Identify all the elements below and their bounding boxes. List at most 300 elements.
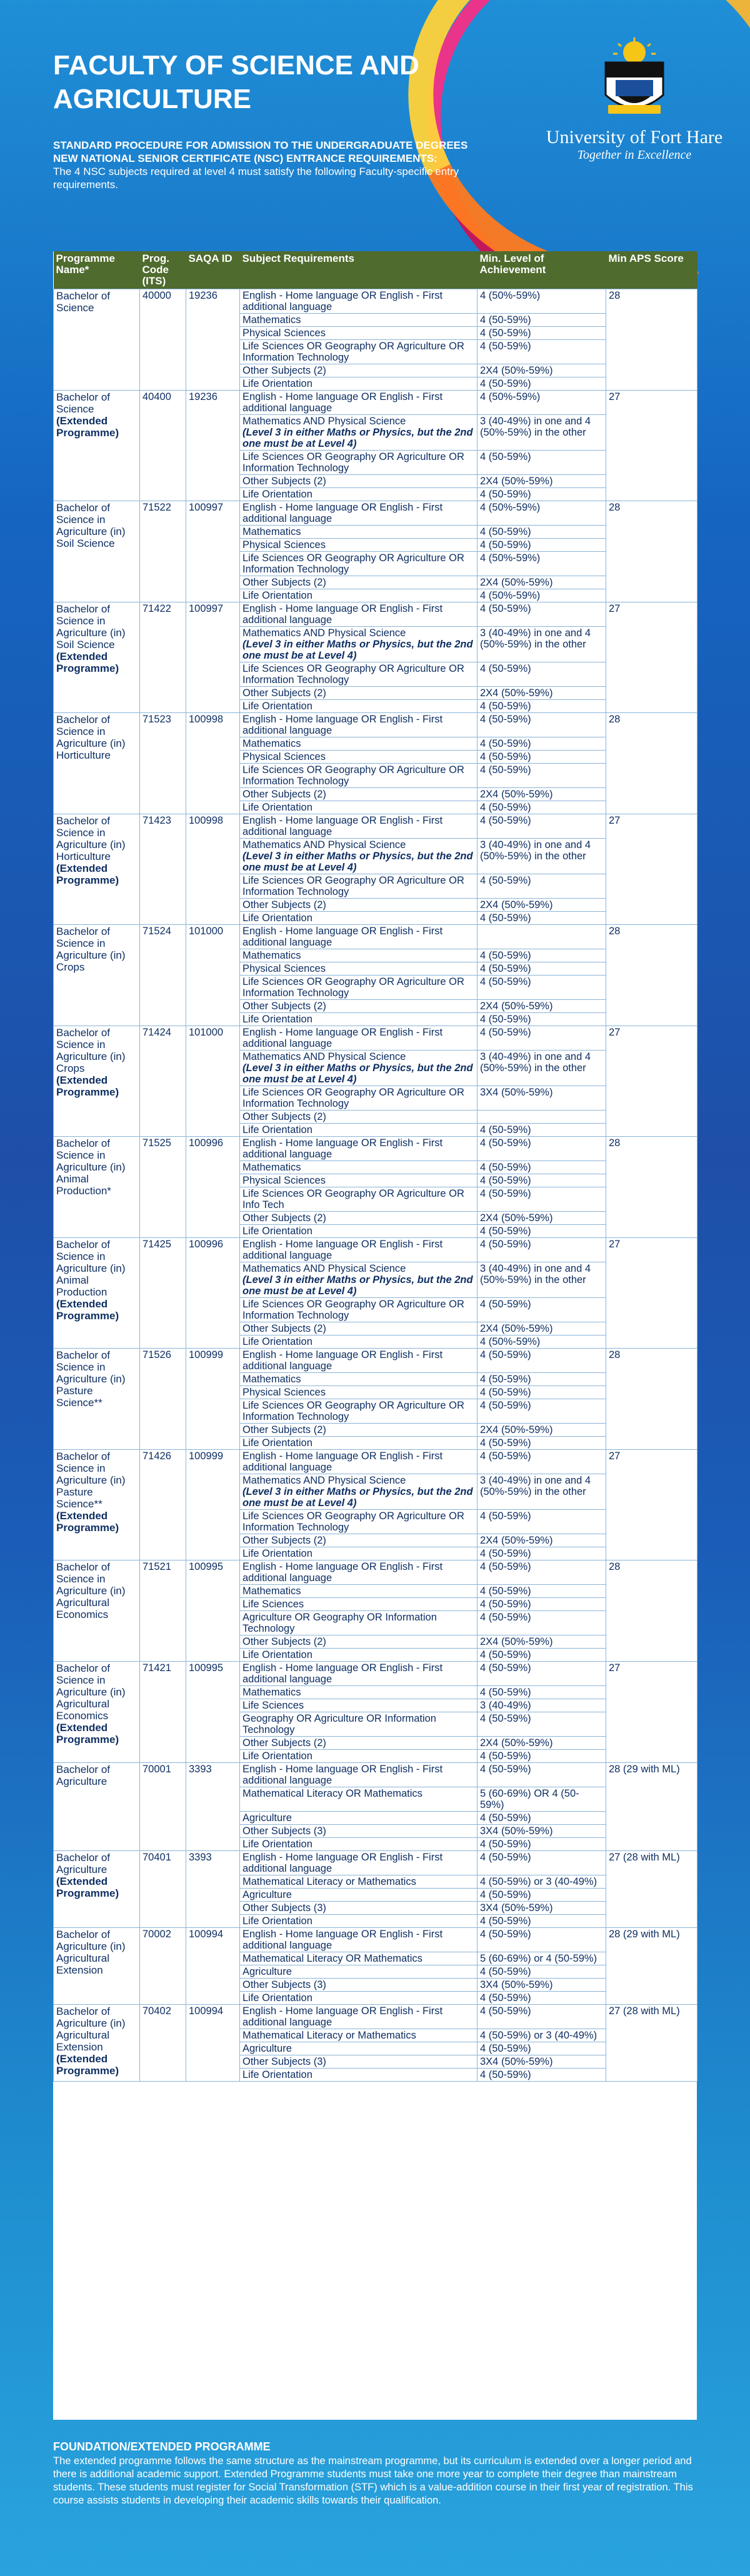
subject-requirement <box>240 1787 478 1812</box>
programme-name-cell <box>54 501 140 602</box>
min-level: 4 (50-59%) <box>478 814 606 839</box>
min-level: 4 (50-59%) <box>478 976 606 1000</box>
min-level: 4 (50-59%) <box>478 1349 606 1373</box>
min-level: 4 (50-59%) <box>478 1124 606 1137</box>
col-header-code: Prog. Code (ITS) <box>140 251 186 289</box>
min-level: 4 (50-59%) <box>478 2069 606 2082</box>
min-level: 4 (50-59%) <box>478 602 606 627</box>
subject-requirement <box>240 1737 478 1750</box>
table-row <box>54 1026 698 1051</box>
intro-body: The 4 NSC subjects required at level 4 must satisfy the following Faculty-specific entry requirements. <box>53 166 459 191</box>
subject-text: Life Orientation <box>242 1014 312 1025</box>
subject-requirement <box>240 1662 478 1686</box>
aps-score: 28 (29 with ML) <box>606 1763 698 1851</box>
min-level: 4 (50-59%) <box>478 1547 606 1560</box>
subject-text: Other Subjects (2) <box>242 1212 326 1224</box>
programme-code: 70402 <box>140 2005 186 2082</box>
subject-requirement <box>240 1712 478 1737</box>
programme-name-cell <box>54 1238 140 1349</box>
subject-requirement <box>240 1187 478 1212</box>
table-row <box>54 1763 698 1787</box>
saqa-id: 101000 <box>186 925 240 1026</box>
saqa-id: 100998 <box>186 713 240 814</box>
subject-requirement <box>240 1979 478 1992</box>
saqa-id: 3393 <box>186 1851 240 1928</box>
subject-text: Life Orientation <box>242 1750 312 1762</box>
subject-text: Mathematics <box>242 314 301 326</box>
saqa-id: 100996 <box>186 1137 240 1238</box>
saqa-id: 100999 <box>186 1450 240 1560</box>
programme-name: Bachelor of Agriculture <box>56 1852 110 1875</box>
table-header-row <box>54 251 698 289</box>
subject-requirement <box>240 501 478 526</box>
subject-requirement <box>240 1992 478 2005</box>
min-level: 4 (50%-59%) <box>478 552 606 576</box>
min-level: 4 (50-59%) <box>478 1510 606 1534</box>
subject-text: Physical Sciences <box>242 1387 326 1398</box>
min-level: 4 (50-59%) <box>478 912 606 925</box>
subject-requirement <box>240 962 478 976</box>
min-level: 4 (50-59%) <box>478 874 606 899</box>
min-level: 4 (50-59%) <box>478 1585 606 1598</box>
subject-requirement <box>240 1124 478 1137</box>
programme-name-cell <box>54 925 140 1026</box>
min-level: 5 (60-69%) OR 4 (50-59%) <box>478 1787 606 1812</box>
min-level: 4 (50-59%) <box>478 949 606 962</box>
subject-text: Life Sciences OR Geography OR Agriculture OR Information Technology <box>242 1400 464 1422</box>
intro-section <box>53 139 478 191</box>
min-level: 3 (40-49%) in one and 4 (50%-59%) in the other <box>478 1262 606 1298</box>
programme-code: 40000 <box>140 289 186 391</box>
subject-text: Mathematics AND Physical Science <box>242 416 406 427</box>
extended-label: (Extended Programme) <box>56 1722 119 1745</box>
extended-label: (Extended Programme) <box>56 862 119 886</box>
col-header-programme: Programme Name* <box>54 251 140 289</box>
subject-requirement <box>240 1686 478 1699</box>
min-level: 4 (50-59%) <box>478 327 606 340</box>
min-level: 4 (50-59%) <box>478 1838 606 1851</box>
subject-text: Mathematics <box>242 1162 301 1173</box>
intro-heading: STANDARD PROCEDURE FOR ADMISSION TO THE UNDERGRADUATE DEGREES NEW NATIONAL SENIOR CERTIFICATE (NSC) ENTRANCE REQUIREMENTS: <box>53 139 468 164</box>
subject-text: Life Sciences OR Geography OR Agriculture OR Info Tech <box>242 1188 464 1211</box>
subject-requirement <box>240 289 478 314</box>
aps-score: 28 <box>606 1137 698 1238</box>
saqa-id: 100999 <box>186 1349 240 1450</box>
programme-name: Bachelor of Agriculture (in) Agricultural Extension <box>56 1929 126 1976</box>
subject-requirement <box>240 1915 478 1928</box>
subject-text: English - Home language OR English - First additional language <box>242 714 443 736</box>
subject-requirement <box>240 576 478 589</box>
programme-code: 71521 <box>140 1560 186 1662</box>
subject-requirement <box>240 1212 478 1225</box>
min-level: 4 (50-59%) <box>478 962 606 976</box>
min-level: 2X4 (50%-59%) <box>478 687 606 700</box>
subject-text: Other Subjects (2) <box>242 577 326 588</box>
min-level: 3X4 (50%-59%) <box>478 1979 606 1992</box>
min-level: 4 (50-59%) <box>478 1187 606 1212</box>
subject-requirement <box>240 327 478 340</box>
subject-text: English - Home language OR English - First additional language <box>242 1137 443 1160</box>
subject-note: (Level 3 in either Maths or Physics, but the 2nd one must be at Level 4) <box>242 851 473 873</box>
subject-text: Other Subjects (3) <box>242 1902 326 1914</box>
subject-text: Agriculture <box>242 1812 292 1824</box>
subject-text: English - Home language OR English - First additional language <box>242 1929 443 1951</box>
subject-requirement <box>240 1137 478 1161</box>
subject-text: Other Subjects (2) <box>242 789 326 800</box>
subject-text: Physical Sciences <box>242 963 326 974</box>
min-level: 4 (50-59%) <box>478 1889 606 1902</box>
subject-requirement <box>240 627 478 662</box>
subject-requirement <box>240 377 478 391</box>
min-level: 2X4 (50%-59%) <box>478 1212 606 1225</box>
table-row <box>54 713 698 737</box>
min-level: 4 (50%-59%) <box>478 501 606 526</box>
subject-text: Other Subjects (3) <box>242 1825 326 1837</box>
subject-requirement <box>240 1585 478 1598</box>
subject-text: Life Sciences OR Geography OR Agriculture OR Information Technology <box>242 552 464 575</box>
subject-text: Life Sciences OR Geography OR Agriculture OR Information Technology <box>242 1087 464 1109</box>
table-row <box>54 1560 698 1585</box>
subject-text: English - Home language OR English - First additional language <box>242 1561 443 1584</box>
programme-name: Bachelor of Science in Agriculture (in) Soil Science <box>56 603 126 651</box>
subject-text: Other Subjects (2) <box>242 1636 326 1647</box>
subject-requirement <box>240 589 478 602</box>
subject-text: Life Orientation <box>242 1124 312 1136</box>
programme-name: Bachelor of Science in Agriculture (in) Animal Production <box>56 1239 126 1298</box>
aps-score: 27 (28 with ML) <box>606 2005 698 2082</box>
subject-text: English - Home language OR English - First additional language <box>242 1450 443 1473</box>
subject-text: Other Subjects (2) <box>242 1111 326 1122</box>
subject-requirement <box>240 737 478 751</box>
subject-text: Life Orientation <box>242 802 312 813</box>
table-row <box>54 1851 698 1875</box>
subject-text: Other Subjects (3) <box>242 1979 326 1990</box>
subject-text: Life Orientation <box>242 1915 312 1927</box>
table-row <box>54 602 698 627</box>
aps-score: 27 <box>606 814 698 925</box>
min-level: 2X4 (50%-59%) <box>478 1534 606 1547</box>
subject-text: English - Home language OR English - First additional language <box>242 1852 443 1874</box>
subject-text: Agriculture <box>242 1966 292 1977</box>
programme-code: 71525 <box>140 1137 186 1238</box>
subject-text: Life Sciences OR Geography OR Agriculture OR Information Technology <box>242 1510 464 1533</box>
subject-text: Mathematical Literacy OR Mathematics <box>242 1788 422 1799</box>
subject-text: Agriculture OR Geography OR Information Technology <box>242 1612 437 1634</box>
extended-label: (Extended Programme) <box>56 1875 119 1899</box>
subject-requirement <box>240 1000 478 1013</box>
subject-requirement <box>240 2029 478 2042</box>
programme-name: Bachelor of Science <box>56 290 110 314</box>
aps-score: 28 <box>606 925 698 1026</box>
min-level: 2X4 (50%-59%) <box>478 1424 606 1437</box>
min-level: 4 (50-59%) <box>478 1013 606 1026</box>
col-header-level: Min. Level of Achievement <box>478 251 606 289</box>
min-level: 3 (40-49%) <box>478 1699 606 1712</box>
min-level: 2X4 (50%-59%) <box>478 899 606 912</box>
programme-name-cell <box>54 1928 140 2005</box>
subject-text: Other Subjects (2) <box>242 476 326 487</box>
programme-name-cell <box>54 814 140 925</box>
programme-name: Bachelor of Science in Agriculture (in) Agricultural Economics <box>56 1561 126 1620</box>
subject-text: Agriculture <box>242 1889 292 1900</box>
programme-name-cell <box>54 1026 140 1137</box>
subject-text: Physical Sciences <box>242 539 326 551</box>
programme-code: 71422 <box>140 602 186 713</box>
page-title: FACULTY OF SCIENCE AND AGRICULTURE <box>53 50 419 114</box>
programme-code: 71526 <box>140 1349 186 1450</box>
subject-text: Life Sciences OR Geography OR Agriculture OR Information Technology <box>242 875 464 897</box>
subject-text: English - Home language OR English - First additional language <box>242 926 443 948</box>
subject-text: Physical Sciences <box>242 1175 326 1186</box>
programme-code: 71424 <box>140 1026 186 1137</box>
aps-score: 28 <box>606 289 698 391</box>
aps-score: 27 <box>606 391 698 501</box>
min-level: 4 (50%-59%) <box>478 289 606 314</box>
subject-text: Other Subjects (2) <box>242 687 326 699</box>
saqa-id: 100997 <box>186 602 240 713</box>
subject-requirement <box>240 1547 478 1560</box>
min-level: 3 (40-49%) in one and 4 (50%-59%) in the other <box>478 415 606 451</box>
min-level: 4 (50-59%) <box>478 1712 606 1737</box>
programme-name-cell <box>54 1763 140 1851</box>
subject-requirement <box>240 1349 478 1373</box>
subject-text: English - Home language OR English - First additional language <box>242 1662 443 1685</box>
subject-requirement <box>240 1111 478 1124</box>
table-row <box>54 1238 698 1262</box>
university-name: University of Fort Hare <box>546 127 723 147</box>
table-row <box>54 1662 698 1686</box>
subject-requirement <box>240 2042 478 2055</box>
saqa-id: 19236 <box>186 289 240 391</box>
programme-code: 70001 <box>140 1763 186 1851</box>
programme-name: Bachelor of Science <box>56 391 110 415</box>
table-row <box>54 1928 698 1952</box>
extended-label: (Extended Programme) <box>56 651 119 674</box>
min-level: 4 (50-59%) <box>478 539 606 552</box>
subject-requirement <box>240 1026 478 1051</box>
subject-text: English - Home language OR English - First additional language <box>242 391 443 414</box>
subject-requirement <box>240 751 478 764</box>
aps-score: 28 <box>606 1560 698 1662</box>
subject-text: Life Orientation <box>242 1839 312 1850</box>
programme-name: Bachelor of Science in Agriculture (in) Crops <box>56 1027 126 1074</box>
subject-text: Physical Sciences <box>242 327 326 339</box>
subject-requirement <box>240 1902 478 1915</box>
subject-requirement <box>240 814 478 839</box>
subject-text: Life Orientation <box>242 489 312 500</box>
aps-score: 27 <box>606 602 698 713</box>
subject-requirement <box>240 1322 478 1335</box>
programme-name-cell <box>54 1450 140 1560</box>
subject-requirement <box>240 1928 478 1952</box>
saqa-id: 101000 <box>186 1026 240 1137</box>
min-level: 4 (50-59%) <box>478 1298 606 1322</box>
min-level: 4 (50-59%) <box>478 1992 606 2005</box>
min-level: 3 (40-49%) in one and 4 (50%-59%) in the other <box>478 1051 606 1086</box>
subject-requirement <box>240 539 478 552</box>
aps-score: 28 (29 with ML) <box>606 1928 698 2005</box>
min-level: 4 (50-59%) <box>478 1928 606 1952</box>
subject-text: Life Orientation <box>242 378 312 389</box>
subject-text: Mathematics <box>242 1585 301 1597</box>
subject-text: Mathematical Literacy OR Mathematics <box>242 1953 422 1964</box>
subject-requirement <box>240 1051 478 1086</box>
min-level: 4 (50-59%) <box>478 1611 606 1635</box>
subject-text: Mathematics AND Physical Science <box>242 1051 406 1062</box>
min-level: 4 (50-59%) <box>478 1450 606 1474</box>
subject-text: Life Orientation <box>242 912 312 924</box>
subject-requirement <box>240 1474 478 1510</box>
subject-text: Life Sciences OR Geography OR Agriculture OR Information Technology <box>242 764 464 787</box>
programme-code: 71423 <box>140 814 186 925</box>
aps-score: 28 <box>606 713 698 814</box>
min-level: 3X4 (50%-59%) <box>478 1825 606 1838</box>
subject-requirement <box>240 1373 478 1386</box>
min-level: 4 (50-59%) <box>478 662 606 687</box>
subject-requirement <box>240 662 478 687</box>
table-row <box>54 1349 698 1373</box>
min-level: 4 (50-59%) <box>478 1161 606 1174</box>
programme-code: 71523 <box>140 713 186 814</box>
min-level: 5 (60-69%) or 4 (50-59%) <box>478 1952 606 1965</box>
subject-requirement <box>240 788 478 801</box>
subject-text: Physical Sciences <box>242 751 326 762</box>
min-level: 3X4 (50%-59%) <box>478 2055 606 2069</box>
subject-text: English - Home language OR English - First additional language <box>242 2005 443 2028</box>
programme-name-cell <box>54 391 140 501</box>
subject-note: (Level 3 in either Maths or Physics, but the 2nd one must be at Level 4) <box>242 1486 473 1509</box>
subject-text: Other Subjects (2) <box>242 899 326 911</box>
subject-requirement <box>240 874 478 899</box>
saqa-id: 100994 <box>186 2005 240 2082</box>
min-level: 4 (50-59%) <box>478 1649 606 1662</box>
subject-text: Life Sciences <box>242 1599 304 1610</box>
subject-requirement <box>240 2005 478 2029</box>
crest-icon <box>599 37 669 120</box>
min-level: 4 (50-59%) <box>478 1851 606 1875</box>
programme-name-cell <box>54 1560 140 1662</box>
aps-score: 28 <box>606 501 698 602</box>
min-level: 4 (50-59%) <box>478 1965 606 1979</box>
saqa-id: 100998 <box>186 814 240 925</box>
min-level: 4 (50-59%) <box>478 1373 606 1386</box>
min-level: 4 (50-59%) <box>478 1386 606 1399</box>
subject-text: Mathematics <box>242 526 301 537</box>
min-level: 4 (50-59%) <box>478 1686 606 1699</box>
subject-requirement <box>240 1875 478 1889</box>
subject-note: (Level 3 in either Maths or Physics, but the 2nd one must be at Level 4) <box>242 1274 473 1297</box>
subject-requirement <box>240 1450 478 1474</box>
subject-text: English - Home language OR English - First additional language <box>242 1239 443 1261</box>
col-header-saqa: SAQA ID <box>186 251 240 289</box>
subject-requirement <box>240 1399 478 1424</box>
subject-requirement <box>240 1262 478 1298</box>
university-logo <box>541 37 728 162</box>
subject-requirement <box>240 1161 478 1174</box>
subject-text: Mathematics AND Physical Science <box>242 839 406 851</box>
table-row <box>54 391 698 415</box>
min-level: 4 (50%-59%) <box>478 391 606 415</box>
aps-score: 27 <box>606 1450 698 1560</box>
min-level: 4 (50-59%) <box>478 1915 606 1928</box>
min-level: 4 (50%-59%) <box>478 589 606 602</box>
extended-label: (Extended Programme) <box>56 415 119 439</box>
min-level: 4 (50-59%) <box>478 2005 606 2029</box>
subject-text: Mathematical Literacy or Mathematics <box>242 2030 416 2041</box>
extended-label: (Extended Programme) <box>56 1510 119 1534</box>
subject-requirement <box>240 1386 478 1399</box>
table-body <box>54 289 698 2082</box>
subject-text: Life Sciences OR Geography OR Agriculture OR Information Technology <box>242 451 464 474</box>
subject-requirement <box>240 1510 478 1534</box>
subject-text: Other Subjects (2) <box>242 1535 326 1546</box>
footer-section <box>53 2440 697 2507</box>
saqa-id: 100995 <box>186 1662 240 1763</box>
min-level: 2X4 (50%-59%) <box>478 788 606 801</box>
subject-text: Life Orientation <box>242 701 312 712</box>
subject-requirement <box>240 1013 478 1026</box>
programme-code: 70002 <box>140 1928 186 2005</box>
subject-note: (Level 3 in either Maths or Physics, but the 2nd one must be at Level 4) <box>242 1062 473 1085</box>
min-level: 2X4 (50%-59%) <box>478 576 606 589</box>
saqa-id: 3393 <box>186 1763 240 1851</box>
extended-label: (Extended Programme) <box>56 2053 119 2077</box>
min-level: 3X4 (50%-59%) <box>478 1086 606 1111</box>
subject-requirement <box>240 1437 478 1450</box>
min-level: 4 (50-59%) or 3 (40-49%) <box>478 2029 606 2042</box>
programme-code: 71524 <box>140 925 186 1026</box>
col-header-aps: Min APS Score <box>606 251 698 289</box>
subject-text: Life Sciences OR Geography OR Agriculture OR Information Technology <box>242 976 464 999</box>
min-level: 4 (50-59%) <box>478 1812 606 1825</box>
table-row <box>54 1450 698 1474</box>
programme-name: Bachelor of Science in Agriculture (in) Agricultural Economics <box>56 1662 126 1722</box>
subject-text: Life Orientation <box>242 1336 312 1347</box>
table-row <box>54 1137 698 1161</box>
programme-name: Bachelor of Science in Agriculture (in) Animal Production* <box>56 1137 126 1197</box>
min-level: 4 (50-59%) <box>478 737 606 751</box>
subject-requirement <box>240 364 478 377</box>
programme-name: Bachelor of Science in Agriculture (in) Crops <box>56 926 126 973</box>
subject-requirement <box>240 764 478 788</box>
min-level: 3X4 (50%-59%) <box>478 1902 606 1915</box>
subject-text: Other Subjects (2) <box>242 1737 326 1749</box>
programme-code: 71425 <box>140 1238 186 1349</box>
min-level: 4 (50-59%) <box>478 1174 606 1187</box>
subject-requirement <box>240 1763 478 1787</box>
programme-code: 71421 <box>140 1662 186 1763</box>
saqa-id: 100996 <box>186 1238 240 1349</box>
subject-text: Mathematics AND Physical Science <box>242 1475 406 1486</box>
min-level: 4 (50-59%) <box>478 1238 606 1262</box>
min-level: 4 (50-59%) <box>478 1763 606 1787</box>
min-level: 4 (50-59%) <box>478 751 606 764</box>
subject-requirement <box>240 526 478 539</box>
min-level: 4 (50%-59%) <box>478 1335 606 1349</box>
subject-requirement <box>240 1649 478 1662</box>
subject-requirement <box>240 1825 478 1838</box>
subject-requirement <box>240 488 478 501</box>
subject-text: Life Orientation <box>242 1992 312 2004</box>
col-header-subjects: Subject Requirements <box>240 251 478 289</box>
subject-requirement <box>240 1952 478 1965</box>
subject-text: Mathematics <box>242 950 301 961</box>
subject-text: Life Orientation <box>242 1437 312 1449</box>
subject-text: Agriculture <box>242 2043 292 2054</box>
programme-code: 71522 <box>140 501 186 602</box>
subject-text: Other Subjects (2) <box>242 1424 326 1435</box>
subject-text: Life Orientation <box>242 590 312 601</box>
